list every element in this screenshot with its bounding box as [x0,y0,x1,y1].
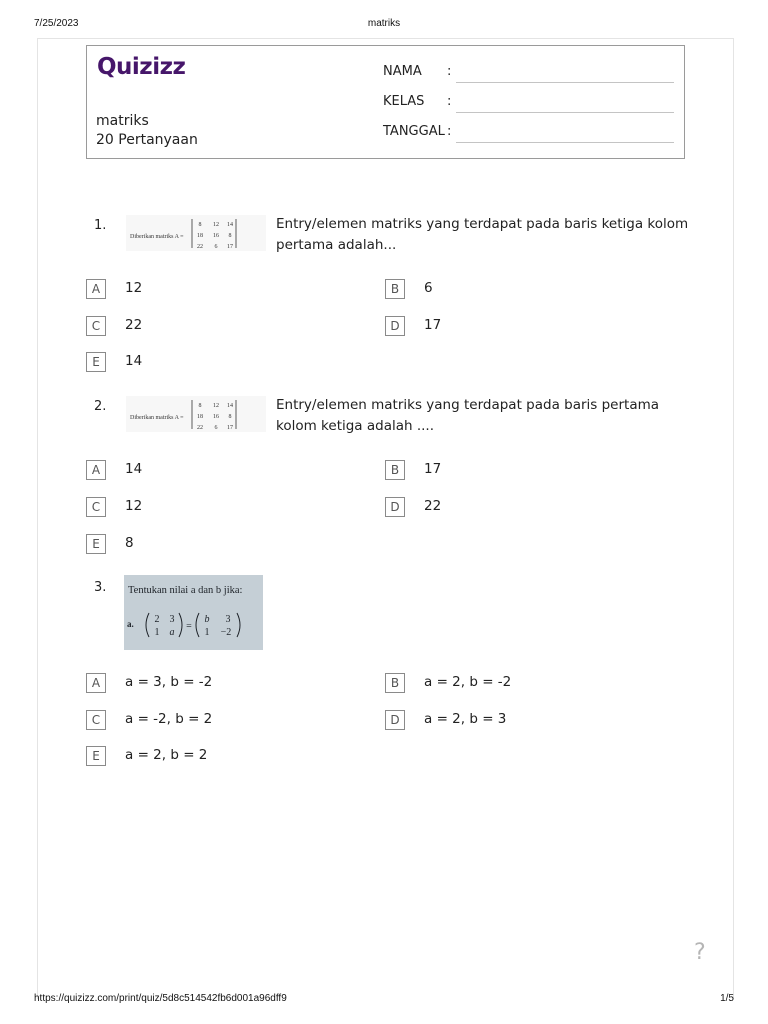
option-text: 14 [125,353,143,369]
photo-item-label: a. [127,619,134,629]
option-letter: E [86,746,106,766]
option-letter: E [86,534,106,554]
option-text: 22 [424,498,442,514]
option-d[interactable] [385,710,635,730]
question-1-matrix-image [126,215,266,251]
matrix-cell: 16 [213,414,219,420]
option-letter: D [385,710,405,730]
option-a[interactable] [86,279,286,299]
option-text: 12 [125,498,143,514]
matrix-cell: 18 [197,414,203,420]
option-letter: B [385,279,405,299]
matrix-cell: 17 [227,244,233,250]
matrix-cell: −2 [220,627,232,638]
matrix-caption: Diberikan matriks A = [130,234,184,240]
matrix-cell: a [169,627,175,638]
matrix-cell: 6 [214,244,218,250]
option-text: 8 [125,535,134,551]
option-e[interactable] [86,352,286,372]
question-text: Entry/elemen matriks yang terdapat pada baris pertama kolom ketiga adalah .... [276,397,660,434]
matrix-caption: Diberikan matriks A = [130,415,184,421]
option-letter: B [385,460,405,480]
matrix-cell: 12 [213,403,219,409]
question-2-matrix-image [126,396,266,432]
matrix-cell: 8 [228,414,232,420]
quizizz-logo: Quizizz [97,54,186,80]
option-c[interactable] [86,316,286,336]
question-number: 2. [94,399,107,414]
question-count: 20 Pertanyaan [96,132,198,148]
option-text: a = 2, b = 2 [125,747,208,763]
worksheet-page [37,38,734,999]
question-text: Entry/elemen matriks yang terdapat pada baris ketiga kolom pertama adalah... [276,216,689,253]
print-url: https://quizizz.com/print/quiz/5d8c514542fb6d001a96dff9 [34,993,287,1004]
option-letter: D [385,316,405,336]
matrix-cell: 8 [198,403,202,409]
option-text: a = 2, b = 3 [424,711,507,727]
option-letter: A [86,673,106,693]
option-letter: C [86,497,106,517]
quiz-name: matriks [96,113,149,129]
field-label-tanggal: TANGGAL [383,124,445,139]
matrix-cell: 14 [227,222,233,228]
field-label-kelas: KELAS [383,94,425,109]
option-text: 6 [424,280,433,296]
option-e[interactable] [86,746,336,766]
option-text: a = -2, b = 2 [125,711,213,727]
field-colon: : [447,94,452,109]
option-text: a = 3, b = -2 [125,674,213,690]
matrix-cell: 8 [228,233,232,239]
option-text: 14 [125,461,143,477]
field-colon: : [447,64,452,79]
print-title: matriks [367,18,401,29]
option-d[interactable] [385,316,585,336]
photo-equals: = [186,621,192,632]
option-text: a = 2, b = -2 [424,674,512,690]
option-c[interactable] [86,497,286,517]
question-number: 3. [94,580,107,595]
option-c[interactable] [86,710,336,730]
matrix-cell: 17 [227,425,233,431]
option-letter: A [86,460,106,480]
photo-heading: Tentukan nilai a dan b jika: [128,585,243,596]
matrix-cell: 18 [197,233,203,239]
worksheet-header [86,45,685,159]
option-e[interactable] [86,534,286,554]
option-a[interactable] [86,460,286,480]
matrix-cell: 16 [213,233,219,239]
option-b[interactable] [385,673,635,693]
matrix-cell: 12 [213,222,219,228]
option-text: 22 [125,317,143,333]
help-icon[interactable]: ? [694,940,706,965]
field-label-nama: NAMA [383,64,422,79]
option-letter: C [86,710,106,730]
matrix-cell: 22 [197,425,203,431]
option-b[interactable] [385,460,585,480]
question-number: 1. [94,218,107,233]
matrix-cell: 3 [225,614,231,625]
option-a[interactable] [86,673,336,693]
matrix-cell: 1 [154,627,160,638]
option-letter: C [86,316,106,336]
page-number: 1/5 [720,993,734,1004]
matrix-cell: 8 [198,222,202,228]
matrix-cell: 22 [197,244,203,250]
option-letter: E [86,352,106,372]
option-letter: B [385,673,405,693]
option-d[interactable] [385,497,585,517]
option-text: 17 [424,461,442,477]
matrix-cell: 2 [154,614,160,625]
option-text: 17 [424,317,442,333]
field-colon: : [447,124,452,139]
matrix-cell: b [204,614,210,625]
print-date: 7/25/2023 [34,18,79,29]
option-letter: A [86,279,106,299]
matrix-cell: 3 [169,614,175,625]
field-line-nama[interactable] [456,82,674,83]
matrix-cell: 1 [204,627,210,638]
question-3-photo [124,575,263,650]
field-line-kelas[interactable] [456,112,674,113]
option-letter: D [385,497,405,517]
option-text: 12 [125,280,143,296]
matrix-cell: 6 [214,425,218,431]
option-b[interactable] [385,279,585,299]
field-line-tanggal[interactable] [456,142,674,143]
matrix-cell: 14 [227,403,233,409]
